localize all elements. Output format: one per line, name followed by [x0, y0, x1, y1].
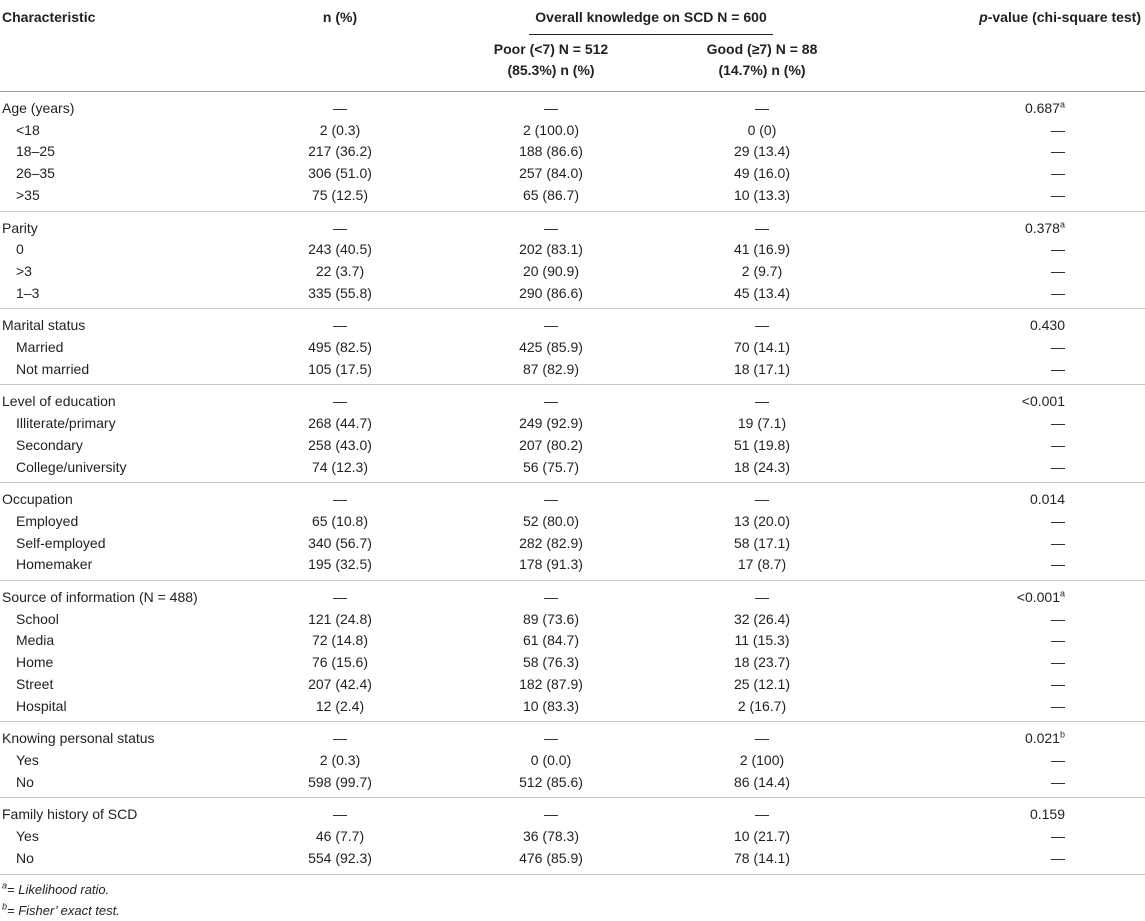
cell-p-value: — — [1051, 751, 1065, 768]
group-label: Source of information (N = 488) — [2, 589, 198, 606]
cell-n: 243 (40.5) — [308, 241, 372, 258]
footnote-marker: a — [1059, 218, 1065, 229]
cell-p-value: 0.687$^a$ — [1024, 99, 1065, 116]
cell-p-value: <0.001$^a$ — [1016, 588, 1065, 606]
group-header-row — [0, 309, 1145, 337]
row-label: Media — [16, 632, 55, 649]
cell-poor: 20 (90.9) — [522, 262, 580, 279]
row-label: Homemaker — [0, 554, 240, 580]
cell-p-value: 0.021$^b$ — [1024, 729, 1065, 747]
row-label: Illiterate/primary — [16, 415, 116, 432]
cell-n: — — [333, 589, 347, 606]
header-characteristic: Characteristic — [2, 9, 96, 25]
header-p-value — [862, 0, 1145, 35]
row-label: Yes — [16, 751, 39, 768]
cell-poor: 425 (85.9) — [519, 339, 583, 356]
header-good-line2: (14.7%) n (%) — [718, 62, 806, 78]
cell-poor: — — [544, 589, 558, 606]
table-group — [0, 92, 1145, 212]
cell-good: 13 (20.0) — [733, 512, 791, 529]
table-row — [0, 652, 1145, 674]
group-label: Age (years) — [2, 100, 75, 116]
table-row — [0, 413, 1145, 435]
cell-n: 65 (10.8) — [311, 512, 369, 529]
cell-poor: 207 (80.2) — [519, 436, 583, 453]
cell-n: 306 (51.0) — [308, 165, 372, 182]
group-label: Parity — [2, 219, 38, 236]
row-label: Employed — [16, 512, 79, 529]
row-label: 26–35 — [16, 165, 55, 182]
group-header-row — [0, 211, 1145, 239]
cell-n: 2 (0.3) — [319, 121, 361, 138]
cell-poor: 10 (83.3) — [440, 696, 662, 722]
cell-n: 2 (0.3) — [319, 751, 361, 768]
table-row — [0, 141, 1145, 163]
cell-p-value: — — [862, 848, 1145, 874]
cell-n: 75 (12.5) — [240, 185, 440, 211]
cell-poor: 56 (75.7) — [440, 457, 662, 483]
cell-poor: 58 (76.3) — [522, 654, 580, 671]
table-row — [0, 630, 1145, 652]
cell-good: 32 (26.4) — [733, 610, 791, 627]
cell-poor: — — [544, 317, 558, 334]
cell-p-value: 0.014 — [1029, 491, 1065, 508]
table-row — [0, 826, 1145, 848]
row-label: College/university — [0, 457, 240, 483]
cell-p-value: — — [862, 554, 1145, 580]
cell-p-value: — — [1051, 165, 1065, 182]
cell-p-value: — — [1051, 828, 1065, 845]
cell-good: — — [755, 491, 769, 508]
group-header-row — [0, 385, 1145, 413]
cell-poor: 249 (92.9) — [519, 415, 583, 432]
row-label: No — [0, 772, 240, 798]
cell-p-value: — — [1051, 632, 1065, 649]
footnote-a: $^a$= Likelihood ratio. — [2, 880, 110, 897]
cell-n: 12 (2.4) — [240, 696, 440, 722]
table-group — [0, 798, 1145, 874]
cell-good: 2 (9.7) — [741, 262, 783, 279]
cell-good: — — [755, 393, 769, 410]
cell-p-value: 0.430 — [1029, 317, 1065, 334]
table-group — [0, 211, 1145, 309]
footnote-marker: b — [1059, 729, 1065, 740]
cell-p-value: — — [862, 696, 1145, 722]
table-row — [0, 511, 1145, 533]
row-label: Home — [16, 654, 54, 671]
table-row — [0, 750, 1145, 772]
cell-poor: 52 (80.0) — [522, 512, 580, 529]
cell-n: 105 (17.5) — [240, 359, 440, 385]
cell-n: 335 (55.8) — [240, 283, 440, 309]
cell-p-value: — — [1051, 610, 1065, 627]
cell-p-value: — — [1051, 339, 1065, 356]
cell-good: 11 (15.3) — [734, 632, 790, 649]
row-label: Self-employed — [16, 534, 106, 551]
group-header-row — [0, 581, 1145, 609]
table-row — [0, 163, 1145, 185]
cell-n: — — [333, 219, 347, 236]
cell-good: 10 (13.3) — [662, 185, 862, 211]
cell-n: — — [333, 806, 347, 823]
cell-good: 29 (13.4) — [733, 143, 791, 160]
cell-good: 0 (0) — [747, 121, 777, 138]
row-label: No — [0, 848, 240, 874]
group-label: Marital status — [2, 317, 86, 334]
cell-good: — — [755, 806, 769, 823]
row-label: <18 — [16, 121, 40, 138]
table-group — [0, 309, 1145, 385]
table-group — [0, 385, 1145, 483]
table-row — [0, 435, 1145, 457]
cell-p-value: — — [862, 359, 1145, 385]
cell-n: 76 (15.6) — [311, 654, 369, 671]
header-overall-label: Overall knowledge on SCD N = 600 — [529, 6, 772, 35]
table-row — [0, 359, 1145, 385]
table-row — [0, 554, 1145, 580]
cell-poor: 476 (85.9) — [440, 848, 662, 874]
cell-good: 25 (12.1) — [733, 675, 791, 692]
row-label: >35 — [0, 185, 240, 211]
header-overall-knowledge — [440, 0, 862, 35]
cell-poor: 89 (73.6) — [522, 610, 580, 627]
cell-poor: 188 (86.6) — [519, 143, 583, 160]
table-row — [0, 457, 1145, 483]
footnote-b: $^b$= Fisher’ exact test. — [2, 901, 120, 918]
cell-p-value: <0.001 — [1021, 393, 1065, 410]
cell-poor: 178 (91.3) — [440, 554, 662, 580]
cell-n: 554 (92.3) — [240, 848, 440, 874]
footnote-marker: a — [1059, 99, 1065, 110]
cell-n: 217 (36.2) — [308, 143, 372, 160]
cell-good: 18 (23.7) — [733, 654, 791, 671]
cell-good: 41 (16.9) — [733, 241, 791, 258]
cell-n: 74 (12.3) — [240, 457, 440, 483]
cell-poor: — — [544, 100, 558, 116]
header-poor — [440, 35, 662, 92]
table-group — [0, 581, 1145, 722]
cell-n: 340 (56.7) — [308, 534, 372, 551]
cell-poor: — — [544, 393, 558, 410]
cell-n: 22 (3.7) — [315, 262, 365, 279]
cell-p-value: — — [1051, 675, 1065, 692]
header-good — [662, 35, 862, 92]
group-header-row — [0, 483, 1145, 511]
cell-n: 258 (43.0) — [308, 436, 372, 453]
cell-poor: 65 (86.7) — [440, 185, 662, 211]
table-row — [0, 239, 1145, 261]
row-label: School — [16, 610, 59, 627]
cell-good: — — [755, 219, 769, 236]
cell-good: 10 (21.7) — [733, 828, 791, 845]
cell-p-value: 0.378$^a$ — [1024, 218, 1065, 236]
cell-n: 72 (14.8) — [311, 632, 369, 649]
table-row — [0, 337, 1145, 359]
cell-poor: — — [544, 806, 558, 823]
cell-p-value: — — [862, 457, 1145, 483]
table-group — [0, 722, 1145, 798]
cell-good: 86 (14.4) — [662, 772, 862, 798]
table-row — [0, 185, 1145, 211]
cell-good: — — [755, 730, 769, 747]
cell-p-value: — — [862, 283, 1145, 309]
header-n-pct: n (%) — [322, 9, 358, 25]
cell-p-value: — — [1051, 241, 1065, 258]
table-group — [0, 483, 1145, 581]
row-label: Hospital — [0, 696, 240, 722]
table-row — [0, 283, 1145, 309]
cell-n: 207 (42.4) — [308, 675, 372, 692]
table-row — [0, 120, 1145, 142]
group-label: Level of education — [2, 393, 116, 410]
cell-p-value: 0.159 — [1029, 806, 1065, 823]
cell-poor: 257 (84.0) — [519, 165, 583, 182]
footnotes — [0, 879, 1145, 921]
cell-n: 121 (24.8) — [308, 610, 372, 627]
cell-n: — — [333, 317, 347, 334]
cell-n: — — [333, 393, 347, 410]
cell-good: 78 (14.1) — [662, 848, 862, 874]
cell-p-value: — — [1051, 143, 1065, 160]
cell-p-value: — — [1051, 534, 1065, 551]
row-label: Married — [16, 339, 64, 356]
row-label: Secondary — [16, 436, 83, 453]
cell-n: 495 (82.5) — [308, 339, 372, 356]
cell-poor: 87 (82.9) — [440, 359, 662, 385]
cell-poor: — — [544, 219, 558, 236]
cell-n: — — [333, 491, 347, 508]
group-label: Knowing personal status — [2, 730, 155, 747]
cell-good: 18 (24.3) — [662, 457, 862, 483]
cell-n: 46 (7.7) — [315, 828, 365, 845]
header-poor-line2: (85.3%) n (%) — [507, 62, 595, 78]
cell-p-value: — — [862, 185, 1145, 211]
cell-p-value: — — [1051, 415, 1065, 432]
cell-good: 70 (14.1) — [733, 339, 791, 356]
cell-good: 2 (100) — [739, 751, 785, 768]
cell-poor: — — [544, 730, 558, 747]
cell-poor: 2 (100.0) — [522, 121, 580, 138]
group-header-row — [0, 798, 1145, 826]
cell-good: 51 (19.8) — [733, 436, 791, 453]
cell-n: 598 (99.7) — [240, 772, 440, 798]
cell-poor: 182 (87.9) — [519, 675, 583, 692]
cell-good: 58 (17.1) — [733, 534, 791, 551]
footnote-marker: a — [1059, 588, 1065, 599]
row-label: Street — [16, 675, 54, 692]
cell-n: — — [333, 100, 347, 116]
cell-poor: 512 (85.6) — [440, 772, 662, 798]
cell-p-value: — — [1051, 512, 1065, 529]
group-header-row — [0, 722, 1145, 750]
table-row — [0, 261, 1145, 283]
cell-n: 195 (32.5) — [240, 554, 440, 580]
cell-poor: 0 (0.0) — [530, 751, 572, 768]
cell-poor: 290 (86.6) — [440, 283, 662, 309]
cell-p-value: — — [1051, 262, 1065, 279]
cell-good: — — [755, 317, 769, 334]
cell-good: 18 (17.1) — [662, 359, 862, 385]
cell-good: 17 (8.7) — [662, 554, 862, 580]
cell-n: — — [333, 730, 347, 747]
cell-p-value: — — [1051, 436, 1065, 453]
table-row — [0, 848, 1145, 874]
row-label: Not married — [0, 359, 240, 385]
cell-poor: 36 (78.3) — [522, 828, 580, 845]
row-label: 1–3 — [0, 283, 240, 309]
table-row — [0, 696, 1145, 722]
cell-n: 268 (44.7) — [308, 415, 372, 432]
row-label: Yes — [16, 828, 39, 845]
cell-p-value: — — [1051, 121, 1065, 138]
row-label: 18–25 — [16, 143, 55, 160]
table-row — [0, 772, 1145, 798]
table-header — [0, 0, 1145, 92]
cell-p-value: — — [862, 772, 1145, 798]
table-row — [0, 674, 1145, 696]
cell-good: 2 (16.7) — [662, 696, 862, 722]
cell-good: 45 (13.4) — [662, 283, 862, 309]
cell-poor: — — [544, 491, 558, 508]
group-label: Family history of SCD — [2, 806, 138, 823]
cell-poor: 61 (84.7) — [522, 632, 580, 649]
cell-good: — — [755, 100, 769, 116]
group-header-row — [0, 92, 1145, 120]
row-label: >3 — [16, 262, 32, 279]
header-p-rest: -value (chi-square test) — [987, 9, 1141, 25]
header-good-line1: Good (≥7) N = 88 — [706, 41, 818, 57]
cell-good: 49 (16.0) — [733, 165, 791, 182]
cell-good: — — [755, 589, 769, 606]
cell-good: 19 (7.1) — [737, 415, 787, 432]
header-p-italic: p — [979, 9, 988, 25]
group-label: Occupation — [2, 491, 73, 508]
cell-poor: 282 (82.9) — [519, 534, 583, 551]
table-row — [0, 533, 1145, 555]
table-row — [0, 609, 1145, 631]
cell-p-value: — — [1051, 654, 1065, 671]
cell-poor: 202 (83.1) — [519, 241, 583, 258]
header-poor-line1: Poor (<7) N = 512 — [493, 41, 609, 57]
row-label: 0 — [16, 241, 24, 258]
